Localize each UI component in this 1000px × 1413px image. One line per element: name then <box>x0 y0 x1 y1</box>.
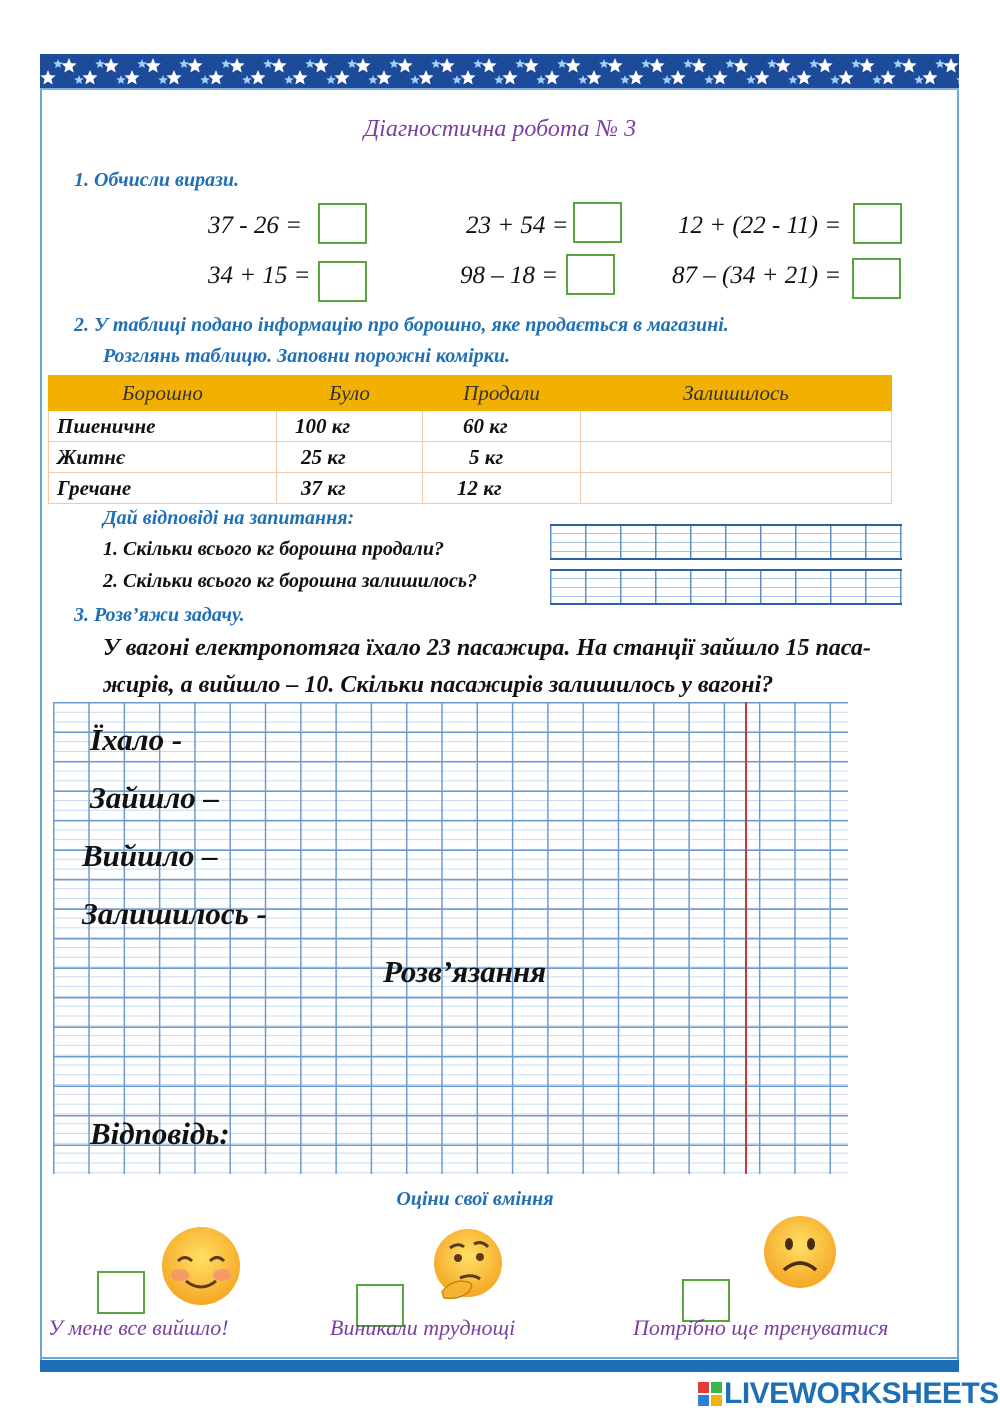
star-icon <box>460 70 475 85</box>
star-icon <box>284 75 294 84</box>
star-icon <box>82 70 97 85</box>
star-icon <box>439 58 454 73</box>
star-icon <box>145 58 160 73</box>
frowning-face-icon <box>762 1214 838 1290</box>
star-icon <box>242 75 252 84</box>
star-icon <box>452 75 462 84</box>
star-icon <box>649 58 664 73</box>
star-icon <box>838 70 853 85</box>
table-cell: Пшеничне <box>49 411 277 442</box>
table-cell: 37 кг <box>277 473 423 504</box>
star-icon <box>725 59 735 68</box>
answer-input-5[interactable] <box>566 254 615 295</box>
star-icon <box>788 75 798 84</box>
table-header-row <box>49 376 892 411</box>
answer-input-1[interactable] <box>318 203 367 244</box>
star-icon <box>61 58 76 73</box>
liveworksheets-logo-icon <box>698 1382 722 1406</box>
answer-input-2[interactable] <box>573 202 622 243</box>
star-icon <box>817 58 832 73</box>
star-icon <box>586 70 601 85</box>
star-icon <box>494 75 504 84</box>
expression-5: 98 – 18 = <box>460 262 559 289</box>
star-icon <box>179 59 189 68</box>
star-icon <box>326 75 336 84</box>
column-header: Борошно <box>49 376 277 411</box>
star-icon <box>221 59 231 68</box>
table-cell: 12 кг <box>423 473 581 504</box>
star-icon <box>305 59 315 68</box>
question-1: 1. Скільки всього кг борошна продали? <box>103 538 444 560</box>
margin-line <box>745 702 747 1174</box>
table-row <box>49 473 892 504</box>
expression-2: 23 + 54 = <box>466 212 569 239</box>
star-icon <box>116 75 126 84</box>
star-icon <box>620 75 630 84</box>
brand-name: LIVEWORKSHEETS <box>724 1377 999 1410</box>
star-icon <box>418 70 433 85</box>
star-icon <box>74 75 84 84</box>
remaining-input-1[interactable] <box>581 411 892 442</box>
column-header: Залишилось <box>581 376 892 411</box>
star-icon <box>334 70 349 85</box>
table-cell: Житнє <box>49 442 277 473</box>
star-icon <box>40 70 55 85</box>
flour-table <box>48 375 892 504</box>
answer-strip-1[interactable] <box>550 524 902 560</box>
star-icon <box>389 59 399 68</box>
star-icon <box>565 58 580 73</box>
solution-grid[interactable] <box>53 702 848 1174</box>
star-icon <box>872 75 882 84</box>
footer-line <box>40 1357 959 1359</box>
star-icon <box>271 58 286 73</box>
task2-heading-line2: Розглянь таблицю. Заповни порожні комірки. <box>103 345 511 367</box>
star-icon <box>347 59 357 68</box>
label-remaining: Залишилось - <box>82 896 267 931</box>
table-row <box>49 442 892 473</box>
star-icon <box>166 70 181 85</box>
assessment-option-3: Потрібно ще тренуватися <box>633 1315 889 1340</box>
question-2: 2. Скільки всього кг борошна залишилось? <box>103 570 478 592</box>
star-icon <box>313 58 328 73</box>
star-icon <box>830 75 840 84</box>
assessment-checkbox-1[interactable] <box>97 1271 145 1314</box>
star-icon <box>397 58 412 73</box>
expression-3: 12 + (22 - 11) = <box>678 212 842 239</box>
star-icon <box>158 75 168 84</box>
star-icon <box>229 58 244 73</box>
star-icon <box>775 58 790 73</box>
remaining-input-2[interactable] <box>581 442 892 473</box>
table-cell: 60 кг <box>423 411 581 442</box>
star-icon <box>704 75 714 84</box>
star-icon <box>473 59 483 68</box>
star-icon <box>628 70 643 85</box>
task2-heading-line1: 2. У таблиці подано інформацію про борошно, яке продається в магазині. <box>74 314 729 336</box>
star-icon <box>851 59 861 68</box>
star-icon <box>943 58 958 73</box>
task1-heading: 1. Обчисли вирази. <box>74 169 240 191</box>
table-cell: 5 кг <box>423 442 581 473</box>
star-icon <box>880 70 895 85</box>
star-icon <box>53 59 63 68</box>
star-icon <box>431 59 441 68</box>
star-pattern <box>40 54 959 90</box>
star-icon <box>767 59 777 68</box>
page-title: Діагностична робота № 3 <box>363 116 637 142</box>
answer-label: Відповідь: <box>90 1116 230 1151</box>
answer-input-4[interactable] <box>318 261 367 302</box>
star-icon <box>523 58 538 73</box>
star-icon <box>893 59 903 68</box>
task3-text-line1: У вагоні електропотяга їхало 23 пасажира. На станції зайшло 15 паса- <box>103 635 871 661</box>
star-icon <box>956 75 959 84</box>
column-header: Продали <box>423 376 581 411</box>
assessment-option-1: У мене все вийшло! <box>48 1315 229 1340</box>
self-assessment-heading: Оціни свої вміння <box>396 1188 554 1210</box>
thinking-face-icon <box>428 1226 506 1304</box>
star-icon <box>683 59 693 68</box>
star-icon <box>95 59 105 68</box>
questions-heading: Дай відповіді на запитання: <box>103 507 355 529</box>
answer-input-6[interactable] <box>852 258 901 299</box>
star-icon <box>641 59 651 68</box>
answer-strip-2[interactable] <box>550 569 902 605</box>
star-icon <box>662 75 672 84</box>
label-rode: Їхало - <box>90 722 183 757</box>
star-icon <box>754 70 769 85</box>
star-icon <box>137 59 147 68</box>
star-icon <box>557 59 567 68</box>
table-row <box>49 411 892 442</box>
star-icon <box>250 70 265 85</box>
star-icon <box>355 58 370 73</box>
table-cell: 100 кг <box>277 411 423 442</box>
remaining-input-3[interactable] <box>581 473 892 504</box>
star-border <box>40 54 959 90</box>
expression-6: 87 – (34 + 21) = <box>672 262 842 289</box>
star-icon <box>124 70 139 85</box>
answer-input-3[interactable] <box>853 203 902 244</box>
label-entered: Зайшло – <box>90 780 219 815</box>
star-icon <box>536 75 546 84</box>
star-icon <box>502 70 517 85</box>
star-icon <box>376 70 391 85</box>
star-icon <box>901 58 916 73</box>
star-icon <box>292 70 307 85</box>
task3-heading: 3. Розв’яжи задачу. <box>74 604 245 626</box>
star-icon <box>733 58 748 73</box>
star-icon <box>746 75 756 84</box>
smiling-face-icon <box>160 1225 242 1307</box>
table-cell: Гречане <box>49 473 277 504</box>
expression-1: 37 - 26 = <box>208 212 302 239</box>
star-icon <box>607 58 622 73</box>
label-exited: Вийшло – <box>82 838 218 873</box>
task3-text-line2: жирів, а вийшло – 10. Скільки пасажирів залишилось у вагоні? <box>103 672 774 698</box>
star-icon <box>796 70 811 85</box>
star-icon <box>410 75 420 84</box>
star-icon <box>712 70 727 85</box>
star-icon <box>515 59 525 68</box>
star-icon <box>200 75 210 84</box>
star-icon <box>670 70 685 85</box>
star-icon <box>922 70 937 85</box>
star-icon <box>578 75 588 84</box>
star-icon <box>187 58 202 73</box>
star-icon <box>544 70 559 85</box>
star-icon <box>691 58 706 73</box>
star-icon <box>103 58 118 73</box>
star-icon <box>599 59 609 68</box>
star-icon <box>263 59 273 68</box>
star-icon <box>935 59 945 68</box>
assessment-option-2: Виникали труднощі <box>330 1315 516 1340</box>
star-icon <box>914 75 924 84</box>
column-header: Було <box>277 376 423 411</box>
table-cell: 25 кг <box>277 442 423 473</box>
star-icon <box>481 58 496 73</box>
star-icon <box>809 59 819 68</box>
star-icon <box>859 58 874 73</box>
star-icon <box>208 70 223 85</box>
footer-bar <box>40 1360 959 1372</box>
star-icon <box>368 75 378 84</box>
solution-label: Розв’язання <box>383 954 547 989</box>
expression-4: 34 + 15 = <box>208 262 311 289</box>
